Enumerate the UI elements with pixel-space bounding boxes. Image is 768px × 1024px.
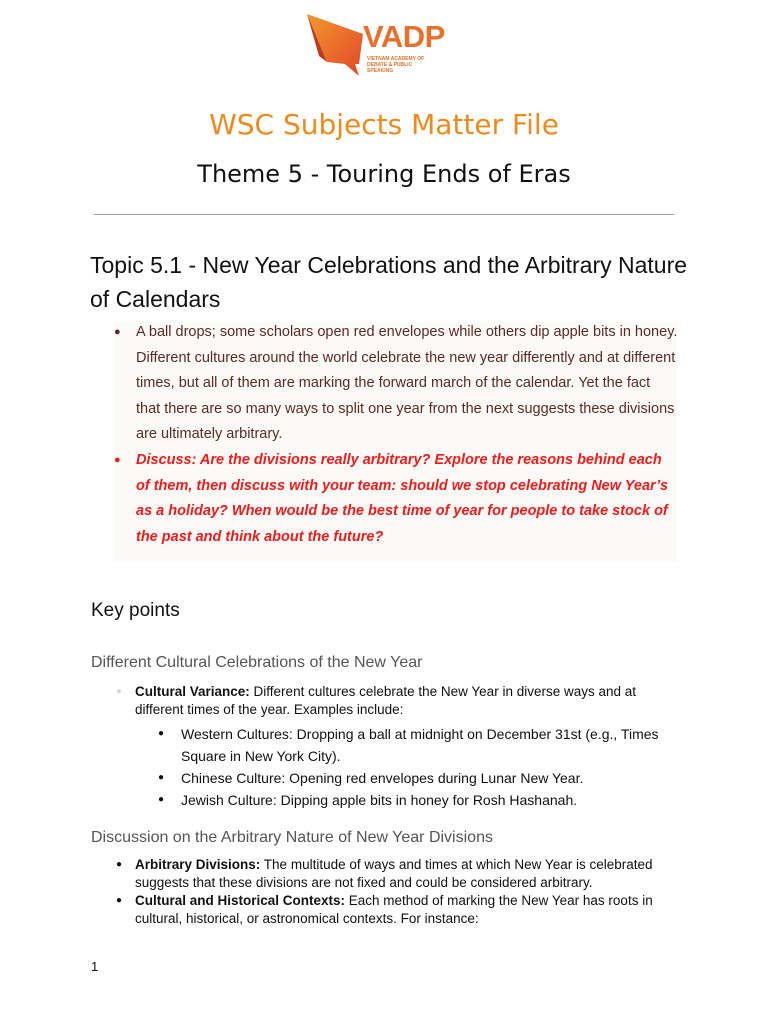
item-text: Different cultures celebrate the New Year in diverse ways and at different times of the year. Examples include: <box>135 684 637 717</box>
logo-tagline: VIETNAM ACADEMY OF DEBATE & PUBLIC SPEAKING <box>367 56 425 74</box>
bullet-icon: ● <box>114 453 121 466</box>
item-text: Each method of marking the New Year has roots in cultural, historical, or astronomical contexts. For instance: <box>135 893 653 926</box>
examples-list <box>156 723 676 811</box>
bullet-icon: ● <box>116 895 123 906</box>
section-heading-arbitrary-nature: Discussion on the Arbitrary Nature of New Year Divisions <box>91 829 493 846</box>
list-item <box>110 892 670 928</box>
list-item <box>156 767 676 789</box>
bullet-icon: ● <box>116 686 123 697</box>
document-title: WSC Subjects Matter File <box>209 108 559 141</box>
horizontal-rule <box>94 214 674 215</box>
bullet-icon: ● <box>158 728 165 739</box>
arbitrary-divisions-list <box>110 856 670 928</box>
list-item <box>156 723 676 767</box>
item-label: Cultural and Historical Contexts: <box>135 893 346 908</box>
item-label: Cultural Variance: <box>135 684 250 699</box>
logo-flag-icon <box>305 12 369 78</box>
list-item <box>110 683 670 719</box>
bullet-icon: ● <box>158 772 165 783</box>
cultural-variance-list <box>110 683 670 719</box>
item-label: Arbitrary Divisions: <box>135 857 261 872</box>
section-heading-cultural-celebrations: Different Cultural Celebrations of the New Year <box>91 654 423 671</box>
logo-wordmark: VADP <box>363 19 445 54</box>
bullet-icon: ● <box>114 326 121 338</box>
bullet-icon: ● <box>116 859 123 870</box>
item-text: The multitude of ways and times at which New Year is celebrated suggests that these divisions are not fixed and could be considered arbitrary. <box>135 857 653 890</box>
example-text: Jewish Culture: Dipping apple bits in honey for Rosh Hashanah. <box>181 792 578 808</box>
intro-paragraph <box>112 320 678 448</box>
example-text: Chinese Culture: Opening red envelopes during Lunar New Year. <box>181 770 584 786</box>
list-item <box>156 789 676 811</box>
topic-heading: Topic 5.1 - New Year Celebrations and the Arbitrary Nature of Calendars <box>90 252 688 312</box>
vadp-logo <box>305 12 445 78</box>
intro-paragraph-text: A ball drops; some scholars open red envelopes while others dip apple bits in honey. Different cultures around the world celebrate the new year differently and at different times, but all of them are marking the forward march of the calendar. Yet the fact that there are so many ways to split one year from the next suggests these divisions are ultimately arbitrary. <box>136 324 678 443</box>
intro-list <box>112 320 678 550</box>
example-text: Western Cultures: Dropping a ball at midnight on December 31st (e.g., Times Square in New York City). <box>181 726 659 764</box>
discuss-prompt <box>112 448 678 550</box>
discuss-prompt-text: Discuss: Are the divisions really arbitrary? Explore the reasons behind each of them, then discuss with your team: should we stop celebrating New Year’s as a holiday? When would be the best time of year for people to take stock of the past and think about the future? <box>136 451 669 545</box>
bullet-icon: ● <box>158 794 165 805</box>
page-number: 1 <box>91 959 99 974</box>
document-subtitle: Theme 5 - Touring Ends of Eras <box>197 160 571 188</box>
list-item <box>110 856 670 892</box>
key-points-heading: Key points <box>91 600 180 621</box>
